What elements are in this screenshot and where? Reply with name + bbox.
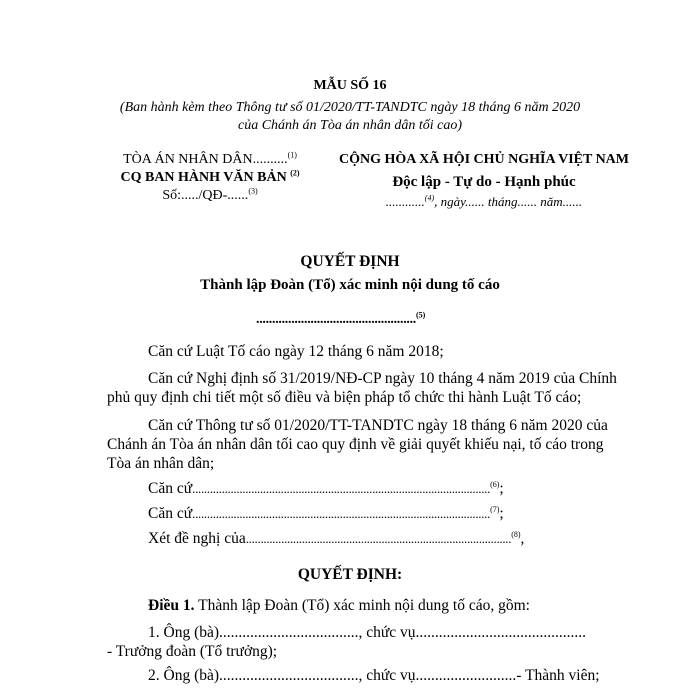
basis-7 <box>148 505 504 523</box>
proposal-end: , <box>520 530 525 547</box>
date-line <box>328 194 640 210</box>
member-1-line-2: - Trưởng đoàn (Tổ trưởng); <box>107 643 278 660</box>
member-2-line-1: 2. Ông (bà)...................................., chức vụ..........................- Thành viên; <box>148 667 600 684</box>
basis-circular-line-3: Tòa án nhân dân; <box>107 455 215 472</box>
issued-line-1: (Ban hành kèm theo Thông tư số 01/2020/TT-TANDTC ngày 18 tháng 6 năm 2020 <box>119 100 581 115</box>
document-number <box>100 188 320 204</box>
article-1-text: Thành lập Đoàn (Tổ) xác minh nội dung tố cáo, gồm: <box>194 597 530 614</box>
article-1-label: Điều 1. <box>148 597 195 614</box>
basis-7-end: ; <box>499 505 504 522</box>
decides-heading: QUYẾT ĐỊNH: <box>297 566 403 583</box>
footnote-3: (3) <box>248 186 258 196</box>
basis-6-dots: ..................................................................................................... <box>192 481 491 496</box>
footnote-7: (7) <box>490 504 500 514</box>
basis-law: Căn cứ Luật Tố cáo ngày 12 tháng 6 năm 2018; <box>148 343 444 360</box>
country-name: CỘNG HÒA XÃ HỘI CHỦ NGHĨA VIỆT NAM <box>338 152 629 167</box>
court-name-text: TÒA ÁN NHÂN DÂN.......... <box>123 152 288 167</box>
decision-title: QUYẾT ĐỊNH <box>300 253 400 270</box>
issuing-agency-text: CQ BAN HÀNH VĂN BẢN <box>120 170 287 185</box>
basis-circular-line-2: Chánh án Tòa án nhân dân tối cao quy định về giải quyết khiếu nại, tố cáo trong <box>107 436 604 453</box>
issuing-agency <box>100 170 320 186</box>
footnote-1: (1) <box>287 150 297 160</box>
proposal-line <box>148 530 524 548</box>
date-text: , ngày...... tháng...... năm...... <box>434 194 583 209</box>
basis-decree-line-1: Căn cứ Nghị định số 31/2019/NĐ-CP ngày 10 tháng 4 năm 2019 của Chính <box>148 370 617 387</box>
proposal-dots: .......................................................................................... <box>245 531 512 546</box>
member-1-line-1: 1. Ông (bà)...................................., chức vụ............................................ <box>148 624 587 641</box>
decision-subject: Thành lập Đoàn (Tổ) xác minh nội dung tố cáo <box>200 277 500 293</box>
footnote-8: (8) <box>511 529 521 539</box>
article-1 <box>148 597 530 615</box>
basis-circular-line-1: Căn cứ Thông tư số 01/2020/TT-TANDTC ngày 18 tháng 6 năm 2020 của <box>148 417 608 434</box>
form-title: MẪU SỐ 16 <box>313 78 387 93</box>
court-name <box>100 152 320 168</box>
footnote-5: (5) <box>416 310 426 320</box>
issuer-line <box>256 312 425 328</box>
basis-7-dots: ..................................................................................................... <box>192 506 491 521</box>
footnote-6: (6) <box>490 479 500 489</box>
national-motto: Độc lập - Tự do - Hạnh phúc <box>392 174 576 190</box>
footnote-4: (4) <box>424 193 435 203</box>
basis-6-label: Căn cứ <box>148 480 193 497</box>
basis-6-end: ; <box>499 480 504 497</box>
basis-6 <box>148 480 504 498</box>
footnote-2: (2) <box>290 168 300 178</box>
basis-7-label: Căn cứ <box>148 505 193 522</box>
proposal-label: Xét đề nghị của <box>148 530 246 547</box>
issued-line-2: của Chánh án Tòa án nhân dân tối cao) <box>238 118 462 133</box>
issuer-dots: .................................................. <box>256 312 417 327</box>
place-dots: ............ <box>385 194 425 209</box>
basis-decree-line-2: phủ quy định chi tiết một số điều và biện pháp tổ chức thi hành Luật Tố cáo; <box>107 389 582 406</box>
document-number-text: Số:...../QĐ-...... <box>162 188 249 203</box>
